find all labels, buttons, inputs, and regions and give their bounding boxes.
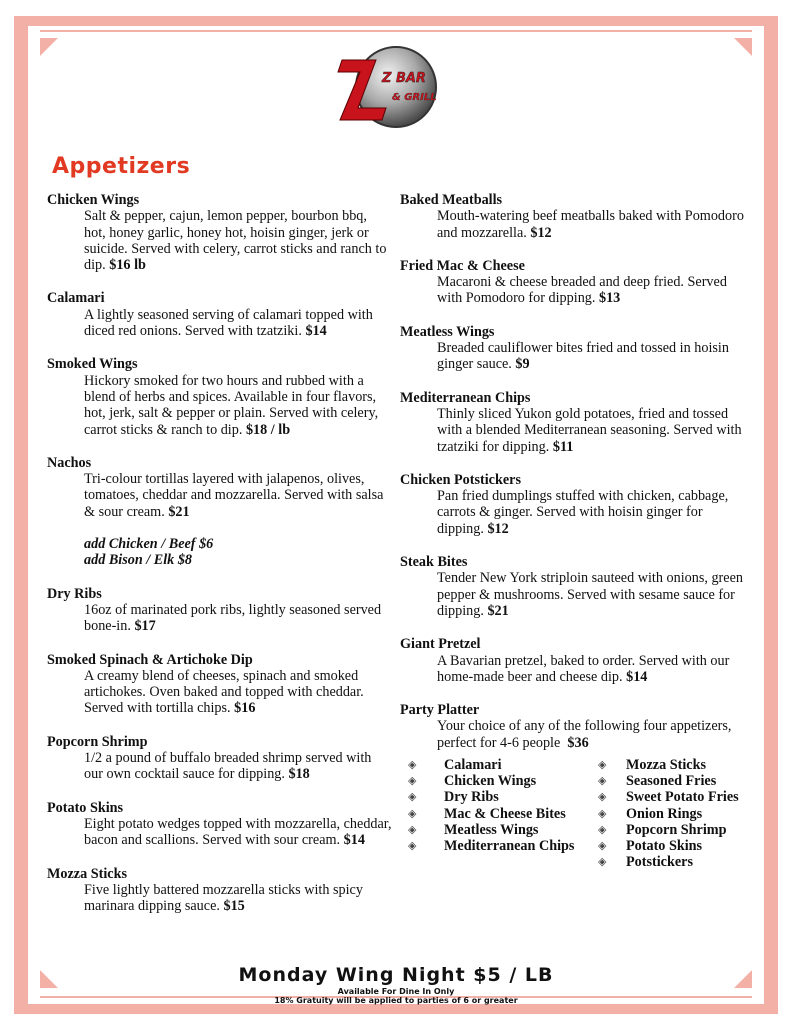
platter-option-label: Potstickers [626,854,693,871]
item-desc-text: Eight potato wedges topped with mozzarella, cheddar, bacon and scallions. Served with sour cream. [84,815,392,849]
border-top [14,16,778,26]
item-price: $16 [234,700,256,717]
platter-option-label: Dry Ribs [444,789,499,806]
section-heading: Appetizers [52,154,191,179]
item-price: $12 [487,520,509,537]
platter-list-left [400,757,590,870]
item-desc-text: 1/2 a pound of buffalo breaded shrimp served with our own cocktail sauce for dipping. [84,750,372,783]
item-desc-text: Hickory smoked for two hours and rubbed with a blend of herbs and spices. Available in four flavors, hot, jerk, salt & pepper or plain. Served with celery, carrot sticks & ranch to dip. [84,372,379,438]
diamond-bullet-icon: ◈ [408,791,417,804]
item-name: Steak Bites [400,554,468,571]
item-price: $9 [515,356,530,373]
item-desc-text: Your choice of any of the following four appetizers, perfect for 4-6 people [437,718,732,751]
platter-option [590,789,739,805]
item-description [47,750,392,783]
item-price: $14 [343,832,365,849]
menu-item [47,586,392,635]
item-addon: add Bison / Elk $8 [84,552,193,569]
item-price: $21 [487,602,509,619]
platter-option [400,757,590,773]
item-description [400,208,745,241]
item-name: Popcorn Shrimp [47,733,148,750]
item-description [47,882,392,915]
footer-availability: Available For Dine In Only [337,987,455,996]
item-name: Smoked Wings [47,356,138,373]
platter-options [400,757,745,870]
menu-item [47,455,392,569]
platter-option-label: Sweet Potato Fries [626,789,739,806]
platter-option [400,789,590,805]
item-desc-text: A creamy blend of cheeses, spinach and smoked artichokes. Oven baked and topped with cheddar. Served with tortilla chips. [84,667,364,717]
platter-option-label: Mac & Cheese Bites [444,805,566,822]
item-desc-text: Breaded cauliflower bites fried and tossed in hoisin ginger sauce. [437,340,729,373]
platter-option [400,838,590,854]
border-right [764,26,778,1004]
item-description [47,602,392,635]
item-price: $11 [552,438,574,455]
item-name: Dry Ribs [47,585,102,602]
item-name: Calamari [47,290,105,307]
inner-border-top [40,30,752,32]
item-price: $18 [288,766,310,783]
item-price: $14 [626,668,648,685]
menu-item-party-platter [400,702,745,870]
logo-subword: & GRILL [392,92,437,103]
item-description [400,570,745,619]
menu-item [47,866,392,915]
item-name: Party Platter [400,702,480,719]
platter-option [590,773,739,789]
menu-item [400,636,745,685]
menu-item [47,800,392,849]
item-name: Chicken Potstickers [400,471,521,488]
platter-option [590,822,739,838]
item-name: Nachos [47,454,92,471]
platter-option [400,806,590,822]
restaurant-logo [336,42,448,132]
item-description [400,718,745,751]
platter-option [590,838,739,854]
platter-option-label: Potato Skins [626,838,703,855]
menu-item [400,258,745,307]
item-name: Mediterranean Chips [400,389,531,406]
border-left [14,26,28,1004]
diamond-bullet-icon: ◈ [598,840,607,853]
menu-item [400,390,745,455]
platter-option-label: Popcorn Shrimp [626,821,727,838]
platter-list-right [590,757,739,870]
item-price: $12 [530,224,552,241]
item-description [400,340,745,373]
item-desc-text: 16oz of marinated pork ribs, lightly seasoned served bone-in. [84,601,382,635]
footer-gratuity-note: 18% Gratuity will be applied to parties of 6 or greater [274,996,518,1005]
diamond-bullet-icon: ◈ [408,807,417,820]
right-column [400,192,745,887]
platter-option [400,773,590,789]
diamond-bullet-icon: ◈ [598,759,607,772]
item-desc-text: Tri-colour tortillas layered with jalapenos, olives, tomatoes, cheddar and mozzarella. Served with salsa & sour cream. [84,471,384,520]
platter-option-label: Seasoned Fries [626,773,717,790]
item-desc-text: Tender New York striploin sauteed with onions, green pepper & mushrooms. Served with sesame sauce for dipping. [437,570,743,619]
border-bottom [14,1004,778,1014]
platter-option [400,822,590,838]
item-name: Chicken Wings [47,192,140,208]
corner-ornament [734,38,752,56]
item-addon: add Chicken / Beef $6 [84,536,214,553]
item-price: $15 [223,898,245,915]
item-description [47,208,392,273]
diamond-bullet-icon: ◈ [598,775,607,788]
platter-option-label: Onion Rings [626,805,703,822]
item-description [47,373,392,438]
corner-ornament [40,38,58,56]
item-desc-text: Five lightly battered mozzarella sticks with spicy marinara dipping sauce. [84,881,363,915]
menu-item [47,192,392,273]
item-price: $18 / lb [245,421,291,438]
item-desc-text: A lightly seasoned serving of calamari topped with diced red onions. Served with tzatziki. [84,306,373,340]
item-name: Smoked Spinach & Artichoke Dip [47,651,253,668]
item-description [47,307,392,340]
menu-item [47,652,392,717]
item-description [47,816,392,849]
item-price: $13 [598,290,621,307]
item-price: $14 [305,323,327,340]
item-desc-text: Thinly sliced Yukon gold potatoes, fried and tossed with a blended Mediterranean seasoning. Served with tzatziki for dipping. [437,405,742,455]
diamond-bullet-icon: ◈ [598,791,607,804]
item-price: $21 [168,503,190,520]
diamond-bullet-icon: ◈ [598,823,607,836]
menu-item [400,554,745,619]
platter-option-label: Chicken Wings [444,773,537,790]
item-description [47,668,392,717]
platter-option [590,757,739,773]
item-description [400,406,745,455]
item-desc-text: A Bavarian pretzel, baked to order. Served with our home-made beer and cheese dip. [437,652,730,685]
item-name: Potato Skins [47,799,124,816]
diamond-bullet-icon: ◈ [408,823,417,836]
item-description [400,488,745,537]
platter-option-label: Calamari [444,757,502,774]
platter-option [590,854,739,870]
item-desc-text: Mouth-watering beef meatballs baked with Pomodoro and mozzarella. [437,208,744,241]
item-name: Mozza Sticks [47,865,127,882]
platter-option-label: Mozza Sticks [626,757,706,774]
item-name: Giant Pretzel [400,636,481,653]
item-description [400,653,745,686]
item-desc-text: Salt & pepper, cajun, lemon pepper, bourbon bbq, hot, honey garlic, honey hot, hoisin ginger, jerk or suicide. Served with celery, carrot sticks and ranch to dip. [84,208,387,274]
item-name: Baked Meatballs [400,192,503,208]
platter-option [590,806,739,822]
menu-item [47,734,392,783]
menu-item [400,472,745,537]
menu-item [400,324,745,373]
diamond-bullet-icon: ◈ [408,840,417,853]
menu-item [400,192,745,241]
platter-option-label: Meatless Wings [444,821,539,838]
menu-item [47,290,392,339]
diamond-bullet-icon: ◈ [408,759,417,772]
diamond-bullet-icon: ◈ [598,856,607,869]
platter-option-label: Mediterranean Chips [444,838,575,855]
diamond-bullet-icon: ◈ [598,807,607,820]
item-price: $36 [567,734,589,751]
menu-item [47,356,392,437]
item-description [400,274,745,307]
logo-wordmark: Z BAR [382,71,426,86]
item-name: Fried Mac & Cheese [400,257,525,274]
item-desc-text: Pan fried dumplings stuffed with chicken, cabbage, carrots & ginger. Served with hoisin ginger for dipping. [437,488,729,537]
item-description [47,471,392,520]
item-price: $16 lb [109,257,146,274]
item-name: Meatless Wings [400,323,495,340]
item-desc-text: Macaroni & cheese breaded and deep fried. Served with Pomodoro for dipping. [437,274,727,307]
item-price: $17 [134,618,156,635]
left-column [47,192,392,931]
footer-promo: Monday Wing Night $5 / LB [238,964,554,986]
diamond-bullet-icon: ◈ [408,775,417,788]
